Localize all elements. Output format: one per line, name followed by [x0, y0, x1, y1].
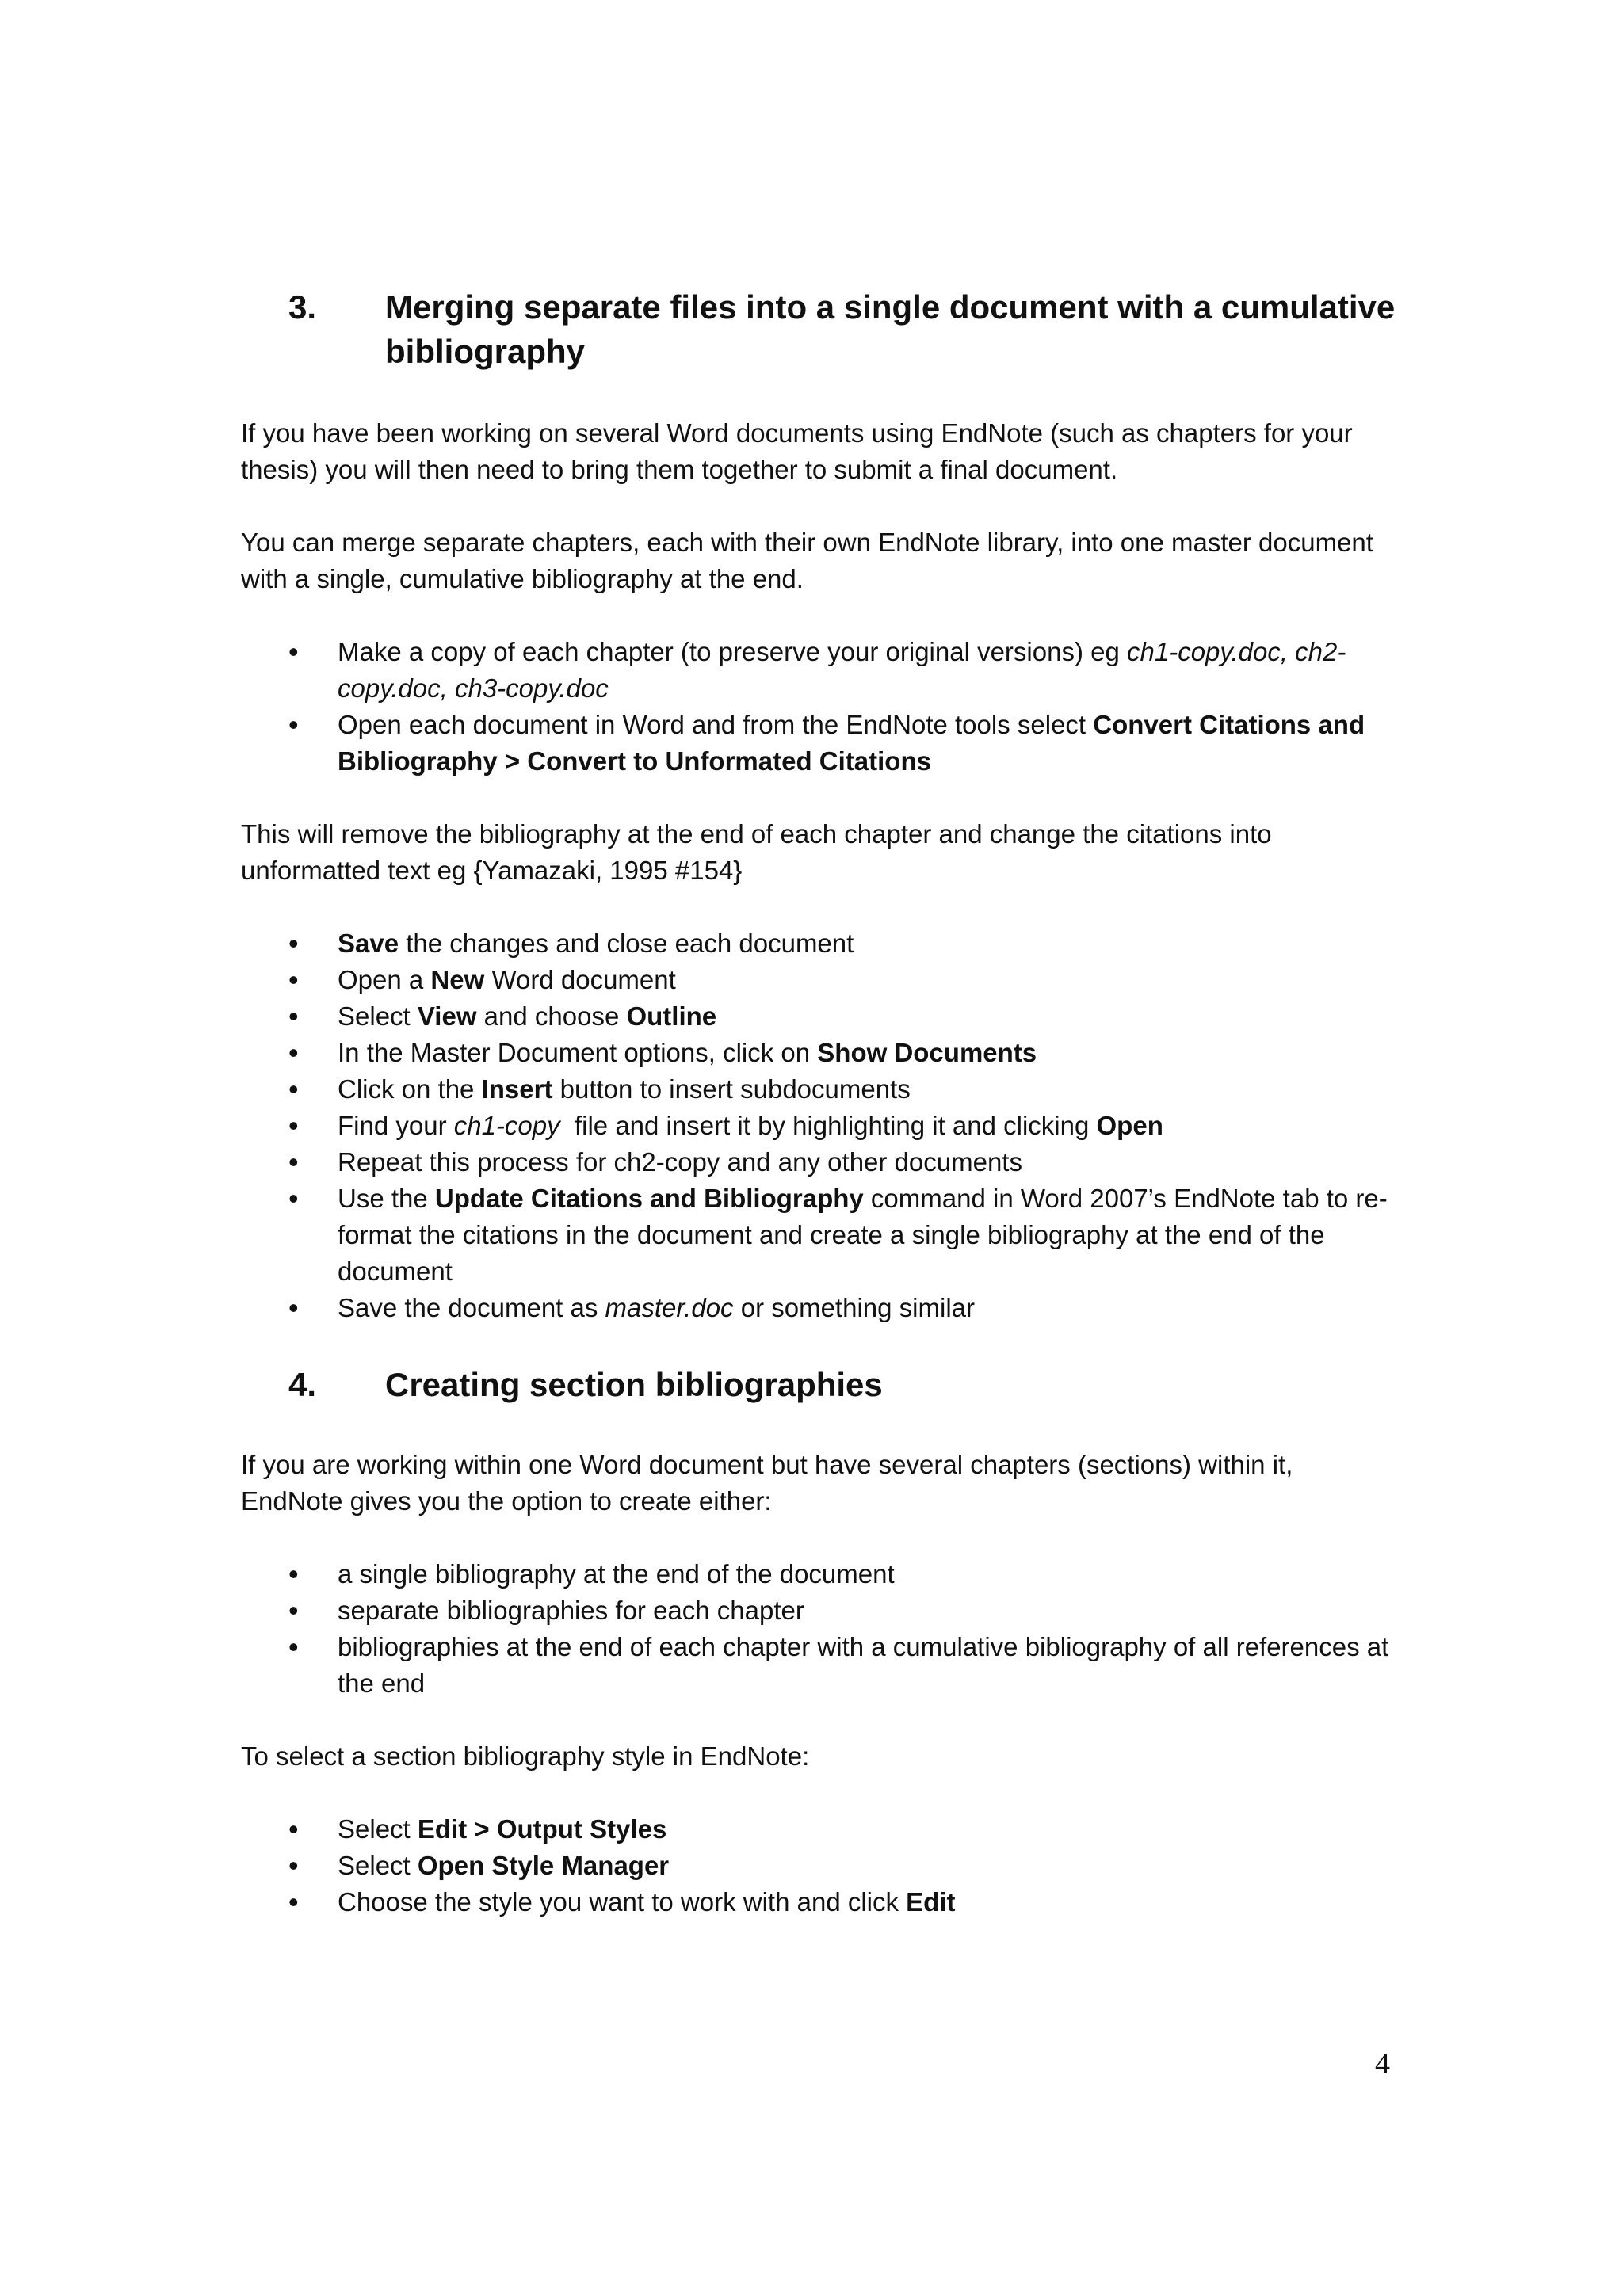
section-4-title: Creating section bibliographies: [385, 1366, 883, 1403]
section-3-bullet-list-1: [241, 634, 1398, 780]
list-item: [241, 998, 1398, 1035]
list-item-text: Open a: [338, 965, 431, 994]
list-item-text: file and insert it by highlighting it and clicking: [559, 1111, 1097, 1140]
list-item: [241, 1180, 1398, 1290]
list-item: [241, 1848, 1398, 1884]
section-3-title: Merging separate files into a single document with a cumulative bibliography: [385, 288, 1396, 370]
list-item-text: Repeat this process for ch2-copy and any other documents: [338, 1147, 1022, 1177]
list-item-bold: Convert Citations and Bibliography > Convert to Unformated Citations: [338, 710, 1365, 776]
list-item-text: button to insert subdocuments: [552, 1074, 911, 1104]
list-item-bold: View: [417, 1001, 477, 1031]
list-item-text: Word document: [484, 965, 676, 994]
list-item-bold: Show Documents: [817, 1038, 1037, 1067]
list-item-bold: Outline: [626, 1001, 717, 1031]
list-item-text: Select: [338, 1001, 418, 1031]
list-item: [241, 1811, 1398, 1848]
list-item-italic: master.doc: [605, 1293, 734, 1322]
list-item-text: Select: [338, 1814, 418, 1844]
list-item-text: Save the document as: [338, 1293, 605, 1322]
list-item: • separate bibliographies for each chapter: [241, 1592, 1398, 1629]
list-item-bold: Save: [338, 929, 399, 958]
list-item-bold: New: [430, 965, 485, 994]
list-item: • bibliographies at the end of each chapter with a cumulative bibliography of all references at the end: [241, 1629, 1398, 1702]
section-4-bullet-list-1: [241, 1556, 1398, 1702]
section-4-intro-paragraph: If you are working within one Word document but have several chapters (sections) within it, EndNote gives you the option to create either:: [241, 1450, 1293, 1516]
list-item-text: command in Word 2007’s EndNote tab to re-format the citations in the document and create a single bibliography at the end of the document: [338, 1184, 1388, 1286]
list-item-text: In the Master Document options, click on: [338, 1038, 818, 1067]
list-item-text: the changes and close each document: [399, 929, 854, 958]
section-3-number: 3.: [288, 288, 317, 326]
list-item: [241, 1108, 1398, 1144]
list-item-text: Use the: [338, 1184, 435, 1213]
list-item: [241, 925, 1398, 962]
list-item-text: and choose: [476, 1001, 627, 1031]
list-item: [241, 1071, 1398, 1108]
list-item-italic: ch1-copy.doc, ch2-copy.doc, ch3-copy.doc: [338, 637, 1346, 703]
list-item-bold: Insert: [481, 1074, 553, 1104]
list-item: [241, 1290, 1398, 1326]
section-3-middle-paragraph: This will remove the bibliography at the end of each chapter and change the citations into unformatted text eg {Yamazaki, 1995 #154}: [241, 819, 1272, 885]
list-item-bold: Open Style Manager: [417, 1851, 670, 1880]
list-item: [241, 707, 1398, 780]
list-item-italic: ch1-copy: [453, 1111, 560, 1140]
list-item-bold: Update Citations and Bibliography: [434, 1184, 864, 1213]
page-content: [241, 285, 1398, 1920]
list-item: [241, 962, 1398, 998]
list-item: • a single bibliography at the end of the document: [241, 1556, 1398, 1592]
section-3-intro-paragraph-2: You can merge separate chapters, each with their own EndNote library, into one master document with a single, cumulative bibliography at the end.: [241, 528, 1373, 593]
section-4-bullet-list-2: [241, 1811, 1398, 1920]
list-item: [241, 634, 1398, 707]
section-4-number: 4.: [288, 1366, 317, 1403]
list-item-text: or something similar: [733, 1293, 975, 1322]
section-3-heading: [241, 285, 1398, 374]
section-3-bullet-list-2: [241, 925, 1398, 1326]
page-number: 4: [1375, 2047, 1390, 2081]
section-4-heading: [241, 1363, 1398, 1407]
list-item: [241, 1884, 1398, 1920]
list-item-bold: Edit > Output Styles: [417, 1814, 667, 1844]
section-4-middle-paragraph: To select a section bibliography style in EndNote:: [241, 1741, 810, 1771]
list-item: [241, 1144, 1398, 1180]
list-item-text: Make a copy of each chapter (to preserve your original versions) eg: [338, 637, 1127, 666]
list-item: [241, 1035, 1398, 1071]
list-item-bold: Open: [1096, 1111, 1163, 1140]
section-3-intro-paragraph-1: If you have been working on several Word documents using EndNote (such as chapters for your thesis) you will then need to bring them together to submit a final document.: [241, 418, 1353, 484]
list-item-text: Click on the: [338, 1074, 482, 1104]
list-item-text: Select: [338, 1851, 418, 1880]
list-item-bold: Edit: [906, 1887, 956, 1917]
list-item-text: Open each document in Word and from the EndNote tools select: [338, 710, 1094, 739]
list-item-text: Choose the style you want to work with and click: [338, 1887, 907, 1917]
list-item-text: Find your: [338, 1111, 454, 1140]
